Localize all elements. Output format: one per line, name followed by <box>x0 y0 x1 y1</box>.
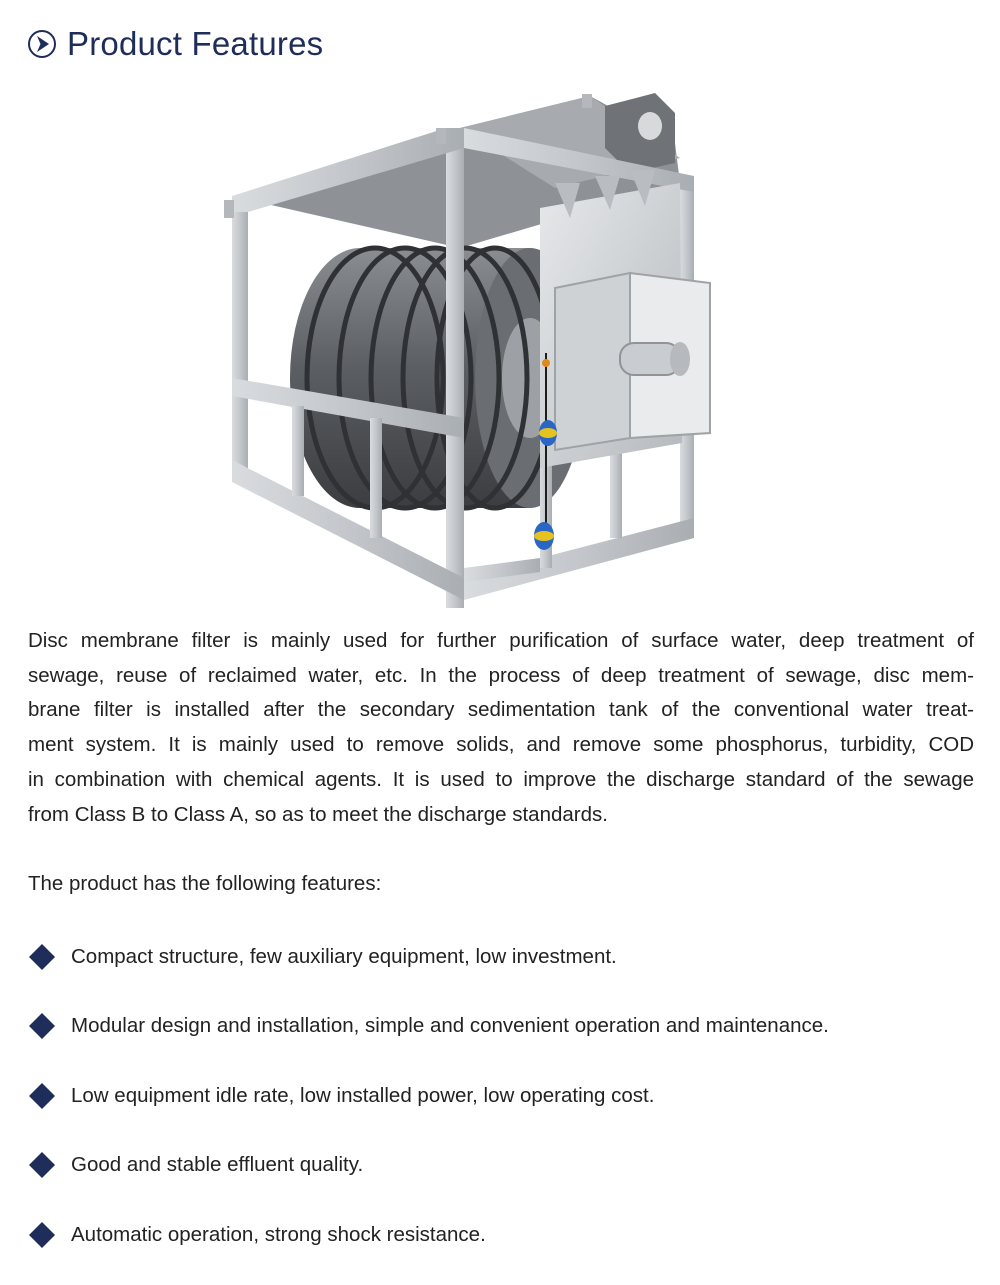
description-line: ment system. It is mainly used to remove solids, and remove some phosphorus, turbidity, COD <box>28 733 974 757</box>
list-item <box>28 938 829 1007</box>
disc-membrane-filter-illustration <box>210 88 730 613</box>
feature-text: Low equipment idle rate, low installed power, low operating cost. <box>71 1083 655 1107</box>
section-header <box>27 22 323 66</box>
feature-list <box>28 938 829 1285</box>
feature-text: Good and stable effluent quality. <box>71 1153 364 1177</box>
list-item <box>28 1007 829 1076</box>
list-item <box>28 1216 829 1285</box>
description-line: Disc membrane filter is mainly used for further purification of surface water, deep treatment of <box>28 629 974 652</box>
description-line: brane filter is installed after the secondary sedimentation tank of the conventional water treat- <box>28 698 974 722</box>
description-paragraph <box>28 624 974 832</box>
description-line: sewage, reuse of reclaimed water, etc. In the process of deep treatment of sewage, disc mem- <box>28 663 974 687</box>
diamond-icon <box>28 1012 56 1040</box>
description-line: from Class B to Class A, so as to meet the discharge standards. <box>28 802 608 826</box>
diamond-icon <box>28 1082 56 1110</box>
feature-text: Compact structure, few auxiliary equipment, low investment. <box>71 945 617 968</box>
feature-text: Automatic operation, strong shock resistance. <box>71 1222 486 1246</box>
list-item <box>28 1146 829 1215</box>
chevron-circle-right-icon <box>27 29 57 59</box>
feature-text: Modular design and installation, simple and convenient operation and maintenance. <box>71 1014 829 1038</box>
features-intro: The product has the following features: <box>28 872 382 895</box>
list-item <box>28 1077 829 1146</box>
diamond-icon <box>28 1151 56 1179</box>
diamond-icon <box>28 943 56 971</box>
page-title: Product Features <box>67 25 324 62</box>
description-line: in combination with chemical agents. It is used to improve the discharge standard of the sewage <box>28 767 974 791</box>
diamond-icon <box>28 1221 56 1249</box>
